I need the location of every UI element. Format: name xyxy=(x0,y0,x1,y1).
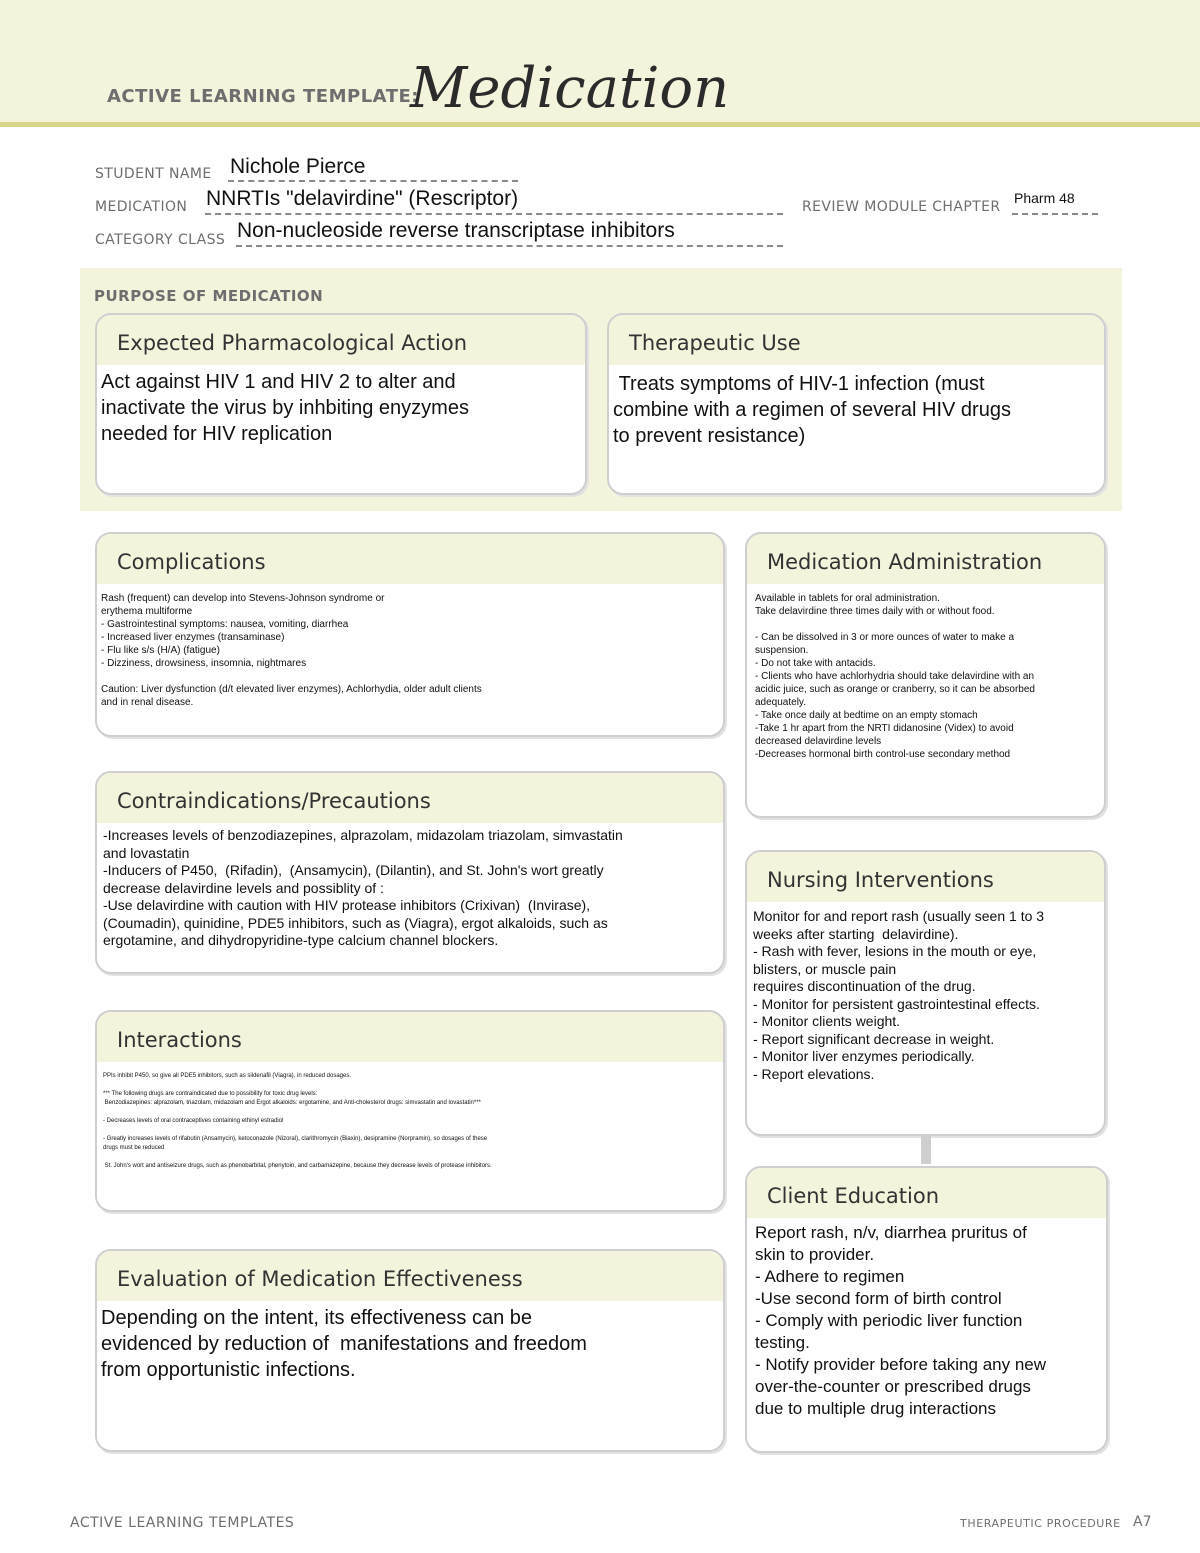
student-name-value: Nichole Pierce xyxy=(230,155,366,178)
medication-label: MEDICATION xyxy=(95,199,188,215)
template-title: Medication xyxy=(410,56,730,121)
footer-right: THERAPEUTIC PROCEDURE xyxy=(960,1517,1121,1530)
therapeutic-use-body: Treats symptoms of HIV-1 infection (must combine with a regimen of several HIV drugs to prevent resistance) xyxy=(613,373,1011,447)
administration-body: Available in tablets for oral administration. Take delavirdine three times daily with or without food. - Can be dissolved in 3 or more ounces of water to make a suspension. - Do not take with antacids. - Clients who have achlorhydria should take delavirdine with an acidic juice, such as orange or cranberry, so it can be absorbed adequately. - Take once daily at bedtime on an empty stomach -Take 1 hr apart from the NRTI didanosine (Videx) to avoid decreased delavirdine levels -Decreases hormonal birth control-use secondary method xyxy=(755,593,1035,760)
expected-action-body: Act against HIV 1 and HIV 2 to alter and inactivate the virus by inhbiting enyzymes needed for HIV replication xyxy=(101,371,469,445)
interactions-body: PPIs inhibit P450, so give all PDE5 inhibitors, such as sildenafil (Viagra), in reduced dosages. *** The following drugs are contraindicated due to possibility for toxic drug levels: Benzodiazepines: alprazolam, triazolam, midazolam and Ergot alkaloids: ergotamine, and Anti-cholesterol drugs: simvastatin and lovastatin*** - Decreases levels of oral contraceptives containing ethinyl estradiol - Greatly increases levels of rifabutin (Ansamycin), ketoconazole (Nizoral), clarithromycin (Biaxin), desipramine (Norpramin), so dosages of these drugs must be reduced St. John's wort and antiseizure drugs, such as phenobarbital, phenytoin, and carbamazepine, because they decrease levels of protease inhibitors. xyxy=(103,1073,492,1169)
evaluation-body: Depending on the intent, its effectiveness can be evidenced by reduction of manifestations and freedom from opportunistic infections. xyxy=(101,1307,587,1381)
header-rule xyxy=(0,122,1200,127)
review-module-value: Pharm 48 xyxy=(1014,190,1075,206)
nursing-title: Nursing Interventions xyxy=(747,852,1104,902)
expected-action-box xyxy=(95,313,587,495)
therapeutic-use-title: Therapeutic Use xyxy=(609,315,1104,365)
template-label: ACTIVE LEARNING TEMPLATE: xyxy=(107,86,419,107)
category-value: Non-nucleoside reverse transcriptase inhibitors xyxy=(237,219,675,242)
client-education-box xyxy=(745,1166,1108,1453)
student-name-label: STUDENT NAME xyxy=(95,166,212,182)
client-education-title: Client Education xyxy=(747,1168,1106,1218)
purpose-title: PURPOSE OF MEDICATION xyxy=(94,287,324,305)
client-education-body: Report rash, n/v, diarrhea pruritus of skin to provider. - Adhere to regimen -Use second form of birth control - Comply with periodic liver function testing. - Notify provider before taking any new over-the-counter or prescribed drugs due to multiple drug interactions xyxy=(755,1223,1047,1418)
complications-box xyxy=(95,532,725,737)
complications-title: Complications xyxy=(97,534,723,584)
nursing-box xyxy=(745,850,1106,1136)
complications-body: Rash (frequent) can develop into Stevens-Johnson syndrome or erythema multiforme - Gastrointestinal symptoms: nausea, vomiting, diarrhea - Increased liver enzymes (transaminase) - Flu like s/s (H/A) (fatigue) - Dizziness, drowsiness, insomnia, nightmares Caution: Liver dysfunction (d/t elevated liver enzymes), Achlorhydia, older adult clients and in renal disease. xyxy=(101,593,482,708)
footer-left: ACTIVE LEARNING TEMPLATES xyxy=(70,1515,295,1531)
connector-bar xyxy=(921,1134,931,1164)
medication-value: NNRTIs "delavirdine" (Rescriptor) xyxy=(206,187,519,210)
interactions-title: Interactions xyxy=(97,1012,723,1062)
administration-title: Medication Administration xyxy=(747,534,1104,584)
nursing-body: Monitor for and report rash (usually seen 1 to 3 weeks after starting delavirdine). - Rash with fever, lesions in the mouth or eye, blisters, or muscle pain requires discontinuation of the drug. - Monitor for persistent gastrointestinal effects. - Monitor clients weight. - Report significant decrease in weight. - Monitor liver enzymes periodically. - Report elevations. xyxy=(753,908,1045,1082)
review-module-label: REVIEW MODULE CHAPTER xyxy=(802,199,1001,215)
administration-box xyxy=(745,532,1106,818)
contraindications-body: -Increases levels of benzodiazepines, alprazolam, midazolam triazolam, simvastatin and lovastatin -Inducers of P450, (Rifadin), (Ansamycin), (Dilantin), and St. John's wort greatly decrease delavirdine levels and possiblity of : -Use delavirdine with caution with HIV protease inhibitors (Crixivan) (Invirase), (Coumadin), quinidine, PDE5 inhibitors, such as (Viagra), ergot alkaloids, such as ergotamine, and dihydropyridine-type calcium channel blockers. xyxy=(103,827,623,948)
category-label: CATEGORY CLASS xyxy=(95,232,226,248)
evaluation-box xyxy=(95,1249,725,1452)
contraindications-box xyxy=(95,771,725,974)
therapeutic-use-box xyxy=(607,313,1106,495)
expected-action-title: Expected Pharmacological Action xyxy=(97,315,585,365)
interactions-box xyxy=(95,1010,725,1212)
contraindications-title: Contraindications/Precautions xyxy=(97,773,723,823)
evaluation-title: Evaluation of Medication Effectiveness xyxy=(97,1251,723,1301)
footer-page-number: A7 xyxy=(1133,1514,1152,1530)
